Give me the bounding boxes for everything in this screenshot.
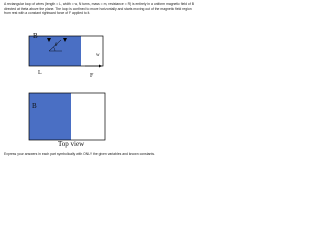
force-label: F — [90, 73, 94, 79]
magnetic-field-region-top — [29, 93, 71, 140]
length-label: L — [38, 70, 42, 76]
problem-statement: A rectangular loop of wires (length = L, width = w, N turns, mass = m, resistance = R) is entirely in a uniform magnetic field of B directed at theta above the plane. The loop is confined to move horizontally and starts moving out of the magnetic field region from rest with a constant rightward force of F applied to it. — [4, 2, 194, 16]
loop-diagram — [0, 0, 200, 162]
width-label: w — [96, 53, 100, 58]
field-label: B — [33, 32, 38, 40]
theta-label: θ — [55, 43, 58, 48]
top-view-caption: Top view — [58, 140, 85, 148]
answer-instruction: Express your answers in each part symbolically with ONLY the given variables and known constants. — [4, 152, 156, 156]
force-arrowhead-icon — [99, 65, 102, 68]
field-label-top-view: B — [32, 102, 37, 110]
